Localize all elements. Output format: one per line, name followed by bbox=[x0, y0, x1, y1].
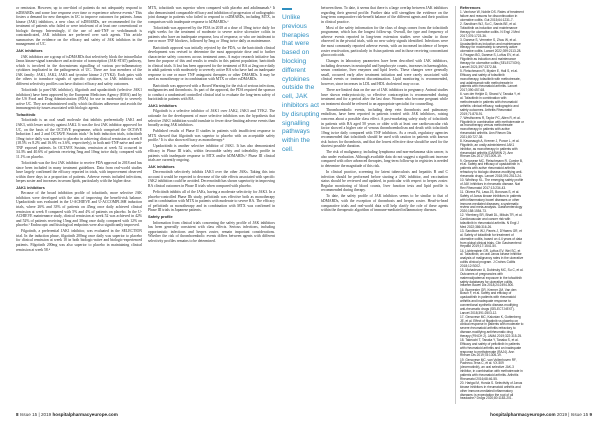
paragraph: Tofacitinib was approved by the FDA in 2018 at a dose of 10mg twice daily for eight weeks for the treatment of moderate to severe active ulcerative colitis in patients who have an inadequate response, loss of response, or who are intolerant to one or more TNF blockers, followed by 5mg or 10mg twice daily as maintenance. bbox=[148, 25, 275, 44]
reference-item: 16. Burmester GR, Kremer JM, Van den Bosch F, et al. Safety and efficacy of upadacitinib in patients with rheumatoid arthritis and inadequate response to conventional synthetic disease-modifying anti-rheumatic drugs (SELECT-NEXT). Lancet 2018;391:2503-12. bbox=[460, 287, 518, 315]
reference-item: 4. Feagan BG, Danese S, Loftus EV, et al. Filgotinib as induction and maintenance therapy for ulcerative colitis (SELECTION). Lancet 2021;397:2372-84. bbox=[460, 53, 521, 69]
footer-right bbox=[490, 409, 592, 421]
paragraph: To date, the safety profile of JAK inhibitors seems to be similar to that of bDMARDs, with the exception of thrombosis and herpes zoster. Head-to-head comparative trials and real-world data will help clarify the role of these agents within the therapeutic algorithm of immune-mediated inflammatory diseases. bbox=[321, 194, 448, 213]
paragraph: Filgotinib, a preferential JAK1 inhibitor, was evaluated in the SELECTION trial. In the induction phase, filgotinib 200mg once daily was superior to placebo for clinical remission at week 10 in both biologic-naïve and biologic-experienced patients. Filgotinib 200mg was also superior to placebo in maintaining clinical remission at week 58.⁴ bbox=[16, 229, 142, 252]
pull-quote-accent-bar bbox=[282, 8, 292, 10]
section-heading: JAK inhibitors bbox=[16, 48, 43, 54]
pull-quote-text: Unlike previous therapies that were based on blocking different cytokines outside the cell, JAK inhibitors act by disrupting signalling pathways within the cell. bbox=[282, 14, 320, 153]
paragraph: Changes in laboratory parameters have been described with JAK inhibitors, including decreases in neutrophil and lymphocyte counts, increases in haemoglobin, serum creatinine, liver enzymes and lipid levels. These changes were generally small, occurred early after treatment initiation and were rarely associated with clinical events or treatment discontinuation. Lipid monitoring is recommended, however, since increases in LDL and HDL cholesterol may occur. bbox=[321, 59, 448, 86]
page-footer bbox=[0, 409, 600, 421]
paragraph: Information from clinical trials concerning the safety profile of JAK inhibitors has been generally consistent with class effects. Serious infections, including opportunistic infections and herpes zoster, remain important considerations. Whether the risk of thromboembolic events differs between agents with different selectivity profiles remains to be determined. bbox=[148, 220, 275, 243]
paragraph: Because of the broad inhibition profile of tofacitinib, more selective JAK inhibitors were developed with the aim of improving the benefit-risk balance. Upadacitinib was evaluated in the U-ACHIEVE and U-ACCOMPLISH induction trials, where 26% and 33% of patients on 45mg once daily achieved clinical remission at week 8 compared with 5% and 4% of patients on placebo. In the U-ACHIEVE maintenance study, clinical remission at week 52 was achieved in 42% and 52% of patients receiving 15mg and 30mg once daily, compared with 12% on placebo.³ Endoscopic and histological endpoints were also significantly improved. bbox=[16, 191, 142, 228]
reference-item: 15. Mahadevan U, Dubinsky MC, Su C, et al. Outcomes of pregnancies with maternal/paternal exposure in the tofacitinib safety databases for ulcerative colitis. Inflamm Bowel Dis 2018;24:2494-500. bbox=[460, 268, 524, 288]
paragraph: Thromboembolic events, including deep vein thrombosis and pulmonary embolism, have been reported in patients treated with JAK inhibitors, raising concerns about a possible class effect. A post-marketing safety study of tofacitinib in patients with RA aged 50 years or older with at least one cardiovascular risk factor showed a higher rate of venous thromboembolism and death with tofacitinib 10mg twice daily compared with TNF inhibitors. As a result, regulatory agencies recommended that tofacitinib should be used with caution in patients with known risk factors for thrombosis, and that the lowest effective dose should be used for the shortest possible duration. bbox=[321, 107, 448, 149]
reference-item: 6. van der Heijde D, Strand V, Tanaka Y, et al. Tofacitinib in combination with methotrexate in patients with rheumatoid arthritis: clinical efficacy, radiographic and safety outcomes. Arthritis Rheumatol 2019;71:878-91. bbox=[460, 92, 521, 116]
reference-item: 12. Ytterberg SR, Bhatt DL, Mikuls TR, et al. Cardiovascular and cancer risk with tofacitinib in rheumatoid arthritis. N Engl J Med 2022;386:316-26. bbox=[460, 213, 523, 229]
paragraph: Filgotinib is a selective inhibitor of JAK1 over JAK2, JAK3 and TYK2. The rationale for the development of more selective inhibitors was the hypothesis that selective JAK1 inhibition would translate to fewer dose-limiting adverse events than broadly acting JAK inhibitors. bbox=[148, 109, 275, 128]
reference-item: 13. Sandborn WJ, Panés J, D'Haens GR, et al. Safety of tofacitinib for treatment of ulcerative colitis, based on 4.4 years of data from global clinical trials. Clin Gastroenterol Hepatol 2019;17:1541-50. bbox=[460, 229, 523, 249]
section-heading: JAK inhibitors bbox=[148, 164, 175, 170]
article-column-3 bbox=[321, 6, 448, 404]
paragraph: or remission. However, up to one-third of patients do not adequately respond to tsDMARDs and some lose response over time or experience adverse events.¹ This fosters a demand for new therapies in UC to improve outcomes for patients. Janus kinase (JAK) inhibitors, a new class of tsDMARDs, are recommended for the treatment of patients who failed or were intolerant of at least one conventional or biologic therapy. Interestingly, if the use of anti-TNF or vedolizumab is contraindicated, JAK inhibitors are preferred over such agents. This article summarises the evidence on the efficacy and safety of JAK inhibitors in the management of UC. bbox=[16, 6, 142, 47]
paragraph: Published results of Phase II studies in patients with insufficient response to MTX showed that filgotinib was superior to placebo with an acceptable safety profile.⁷ It is also shown efficacy as monotherapy.⁸ bbox=[148, 129, 275, 143]
right-page-number: 9 bbox=[589, 412, 592, 417]
right-issue: 2019 | Issue 15 bbox=[556, 412, 589, 417]
section-heading: Safety profile bbox=[148, 214, 173, 220]
reference-item: 8. Kavanaugh A, Kremer J, Ponce L, et al. Filgotinib, an orally administered JAK1 inhibitor, as monotherapy in patients with rheumatoid arthritis (DARWIN 2). Ann Rheum Dis 2017;76:1009-19. bbox=[460, 139, 520, 159]
reference-item: 18. Takeuchi T, Tanaka Y, Tanaka S, et al. Efficacy and safety of peficitinib in patients with rheumatoid arthritis and an inadequate response to methotrexate (RAJ4). Ann Rheum Dis 2019;78:1305-19. bbox=[460, 338, 522, 358]
references-list bbox=[460, 11, 593, 403]
reference-item: 10. Winthrop KL. The emerging safety profile of JAK inhibitors in rheumatic disease. Nat Rev Rheumatol 2017;13:234-43. bbox=[460, 178, 524, 190]
left-issue: Issue 15 | 2019 bbox=[19, 412, 52, 417]
reference-item: 5. Fleischmann R, Mysler E, Hall S, et al. Efficacy and safety of tofacitinib monotherapy, tofacitinib with methotrexate, and adalimumab with methotrexate in patients with rheumatoid arthritis. Lancet 2017;390:457-68. bbox=[460, 69, 521, 93]
references-column bbox=[455, 6, 593, 404]
article-column-2 bbox=[148, 6, 275, 404]
references-heading: References bbox=[460, 6, 481, 10]
paragraph: Upadacitinib is another selective inhibitor of JAK1. It has also demonstrated efficacy in Phase III trials, within favourable safety and tolerability profile in patients with inadequate response to MTX and/or bDMARDs.⁹ Phase III clinical trials are currently ongoing. bbox=[148, 144, 275, 163]
reference-item: 20. Harigai M, Honda S. Selectivity of Janus kinase inhibitors in rheumatoid arthritis and other immune-mediated inflammatory diseases: is expectation the root of all headache? Drugs 2020;80:1183-201. bbox=[460, 380, 523, 401]
section-heading: JAK1 inhibitors bbox=[16, 185, 45, 191]
pull-quote bbox=[282, 8, 320, 155]
paragraph: There are limited data on the use of JAK inhibitors in pregnancy. Animal studies have shown embryotoxicity, so effective contraception is recommended during treatment and for a period after the last dose. Women who become pregnant while on treatment should be referred to an appropriate specialist for counselling. bbox=[321, 88, 448, 106]
paragraph: JAK inhibitors are a group of tsDMARDs that selectively block the intracellular Janus kinase-signal transducer and activator of transcription (JAK-STAT) pathway, which is involved in the downstream signalling of various pro-inflammatory cytokines implicated in the pathogenesis of UC. There are four members of the JAK family: JAK1, JAK2, JAK3 and tyrosine kinase 2 (TYK2). Each pairs with the others to transduce signals of specific cytokines, so JAK inhibitors with different selectivity profiles can have distinct efficacy and safety outcomes. bbox=[16, 54, 142, 86]
paragraph: Tofacitinib (a pan-JAK inhibitor), filgotinib and upadacitinib (selective JAK1 inhibitors) have been approved by the European Medicines Agency (EMA) and by the US Food and Drug Administration (FDA) for use in moderately to severely active UC. They are administered orally, which facilitates adherence and avoids the immunogenicity issues associated with biologic agents. bbox=[16, 88, 142, 111]
section-heading: Tofacitinib bbox=[16, 112, 36, 118]
reference-item: 14. Lichtenstein GR, Loftus EV, Wei SC, et al. Tofacitinib, an oral Janus kinase inhibitor: analysis of malignancy rates in the ulcerative colitis clinical program. J Crohns Colitis 2018;12:S002. bbox=[460, 248, 524, 268]
reference-item: 9. Genovese MC, Fleischmann R, Combe B, et al. Safety and efficacy of upadacitinib in patients with active rheumatoid arthritis refractory to biologic disease-modifying anti-rheumatic drugs. Lancet 2018;391:2513-24. bbox=[460, 158, 523, 178]
reference-item: 3. Danese S, Vermeire S, Zhou W, et al. Upadacitinib as induction and maintenance therapy for moderately to severely active ulcerative colitis. Lancet 2022;399:2113-28. bbox=[460, 37, 522, 54]
reference-item: 7. Westhovens R, Taylor PC, Alten R, et al. Filgotinib in combination with methotrexate or as monotherapy versus methotrexate monotherapy in patients with active rheumatoid arthritis. Ann Rheum Dis 2021;80:727-38. bbox=[460, 115, 524, 139]
left-site-link[interactable]: hospitalpharmacyeurope.com bbox=[52, 412, 118, 417]
paragraph: MTX, tofacitinib was superior when compared with placebo and adalimumab.⁵ It also demonstrated comparable efficacy and inhibition of progression of radiographic joint damage in patients who failed to respond to csDMARDs, including MTX, in comparison with inadequate response to bDMARDs.⁶ bbox=[148, 6, 275, 24]
paragraph: In clinical practice, screening for latent tuberculosis and hepatitis B and C infection should be performed before starting a JAK inhibitor, and vaccination status should be reviewed and updated, in particular with respect to herpes zoster. Regular monitoring of blood counts, liver function tests and lipid profile is recommended during therapy. bbox=[321, 170, 448, 193]
reference-item: 17. Genovese MC, Kalunian K, Gottenberg JE, et al. Effect of filgotinib vs placebo on clinical response in patients with moderate to severe rheumatoid arthritis refractory to disease-modifying antirheumatic drug therapy (FINCH 2). JAMA 2019;322:315-25. bbox=[460, 314, 524, 338]
left-page-number: 8 bbox=[16, 412, 19, 417]
paragraph: Baricitinib approval was initially rejected by the FDA, so the baricitinib clinical development was revised to determine the most appropriate dose and to further characterise safety concerns across treatment arms. A major research initiative has been the purpose of this and results to results in this patient population; baricitinib in clinical trials. It lost has been approved for the treatment of RA at 2mg once daily in adult patients with moderately to severely active RA who have had an inadequate response to one or more TNF antagonist therapies or other DMARDs. It may be used as monotherapy or in combination with MTX or other csDMARDs. bbox=[148, 45, 275, 82]
footer-left bbox=[16, 409, 118, 421]
paragraph: between them. To date, it seems that there is a large overlap between JAK inhibitors regarding their general profile. Further data will strengthen the evidence on the long-term comparative risk-benefit balance of the different agents and their position in clinical practice. bbox=[321, 6, 448, 24]
paragraph: Most of the safety information for the class of drugs comes from the tofacitinib programme, which has the longest follow-up. Overall, the type and frequency of adverse events reported in long-term extension studies were similar to those observed in the pivotal trials, with no new safety signals identified. Infections were the most commonly reported adverse events, with an increased incidence of herpes zoster reactivation, particularly in Asian patients and in those receiving concomitant glucocorticoids. bbox=[321, 25, 448, 58]
reference-item: 2. Sandborn WJ, Su C, Sands BE, et al. Tofacitinib as induction and maintenance therapy for ulcerative colitis. N Engl J Med 2017;376:1723-36. bbox=[460, 22, 520, 38]
reference-item: 19. Genovese MC, van Vollenhoven RF, Pacheco-Tena C, et al. VX-509 (decernotinib), an oral selective JAK-3 inhibitor, in combination with methotrexate in patients with rheumatoid arthritis. Arthritis Rheumatol 2016;68:46-55. bbox=[460, 357, 523, 381]
article-column-1 bbox=[16, 6, 142, 404]
paragraph: Peficitinib inhibits all of the JAKs, having a moderate selectivity for JAK3. In a placebo-controlled Phase IIb study, peficitinib was effective both as monotherapy and in combination with MTX in patients with moderate to severe RA. The efficacy of peficitinib as monotherapy and in combination with MTX was confirmed in Phase III trials in Japanese patients. bbox=[148, 190, 275, 213]
section-heading: JAK1 inhibitors bbox=[148, 103, 177, 109]
right-site-link[interactable]: hospitalpharmacyeurope.com bbox=[490, 412, 556, 417]
reference-item: 1. Vanhove W, Nobile DS. Rates of treatment failure and reasons for discontinuation in ulcerative colitis. Gut 2015;64:1231-7. bbox=[460, 10, 524, 22]
paragraph: Tofacitinib is an oral small molecule that inhibits preferentially JAK1 and JAK3, with lesser activity against JAK2. It was the first JAK inhibitor approved for UC, on the basis of the OCTAVE programme, which comprised the OCTAVE Induction 1 and 2 and OCTAVE Sustain trials.² In both induction trials, tofacitinib 10mg twice daily was superior to placebo in achieving clinical remission at week 8 (18.5% vs 8.2% and 16.6% vs 3.6%, respectively), in both anti-TNF naïve and anti-TNF exposed patients. In OCTAVE Sustain, remission at week 52 occurred in 34.3% and 40.6% of patients receiving 5mg and 10mg twice daily, compared with 11.1% on placebo. bbox=[16, 118, 142, 159]
paragraph: The risk of malignancy, including lymphoma and non-melanoma skin cancer, is also under evaluation. Although available data do not suggest a significant increase compared with other advanced therapies, long-term follow-up in registries is needed to determine the magnitude of this risk. bbox=[321, 150, 448, 169]
paragraph: Decernotinib selectively inhibits JAK3 over the other JAKs. Taking this into account it would be expected to decrease of the side effects associated with specific JAK2 inhibition could be avoided. Decernotinib has shown superiority in improving RA clinical outcomes in Phase II trials when compared with placebo. bbox=[148, 170, 275, 188]
reference-item: 11. Olivera PA, Lasa JS, Bonovas S, et al. Safety of Janus kinase inhibitors in patients with inflammatory bowel diseases or other immune-mediated diseases: a systematic review and meta-analysis. Gastroenterology 2020;158:1554-73. bbox=[460, 189, 523, 214]
paragraph: Baricitinib was approved with a Boxed Warning for the risk of serious infections, malignancies and thrombosis. As part of the approval, the FDA required the sponsor to conduct a randomised controlled clinical trial to evaluate the long-term safety of baricitinib in patients with RA. bbox=[148, 83, 275, 102]
paragraph: Tofacitinib was the first JAK inhibitor to receive FDA approval in 2018 and has since been included in many treatment guidelines. Data from real-world studies have largely confirmed the efficacy reported in trials, with improvement observed within three days in a proportion of patients. Adverse events included infections, herpes zoster and increases in serum lipids, particularly with the higher dose. bbox=[16, 160, 142, 184]
